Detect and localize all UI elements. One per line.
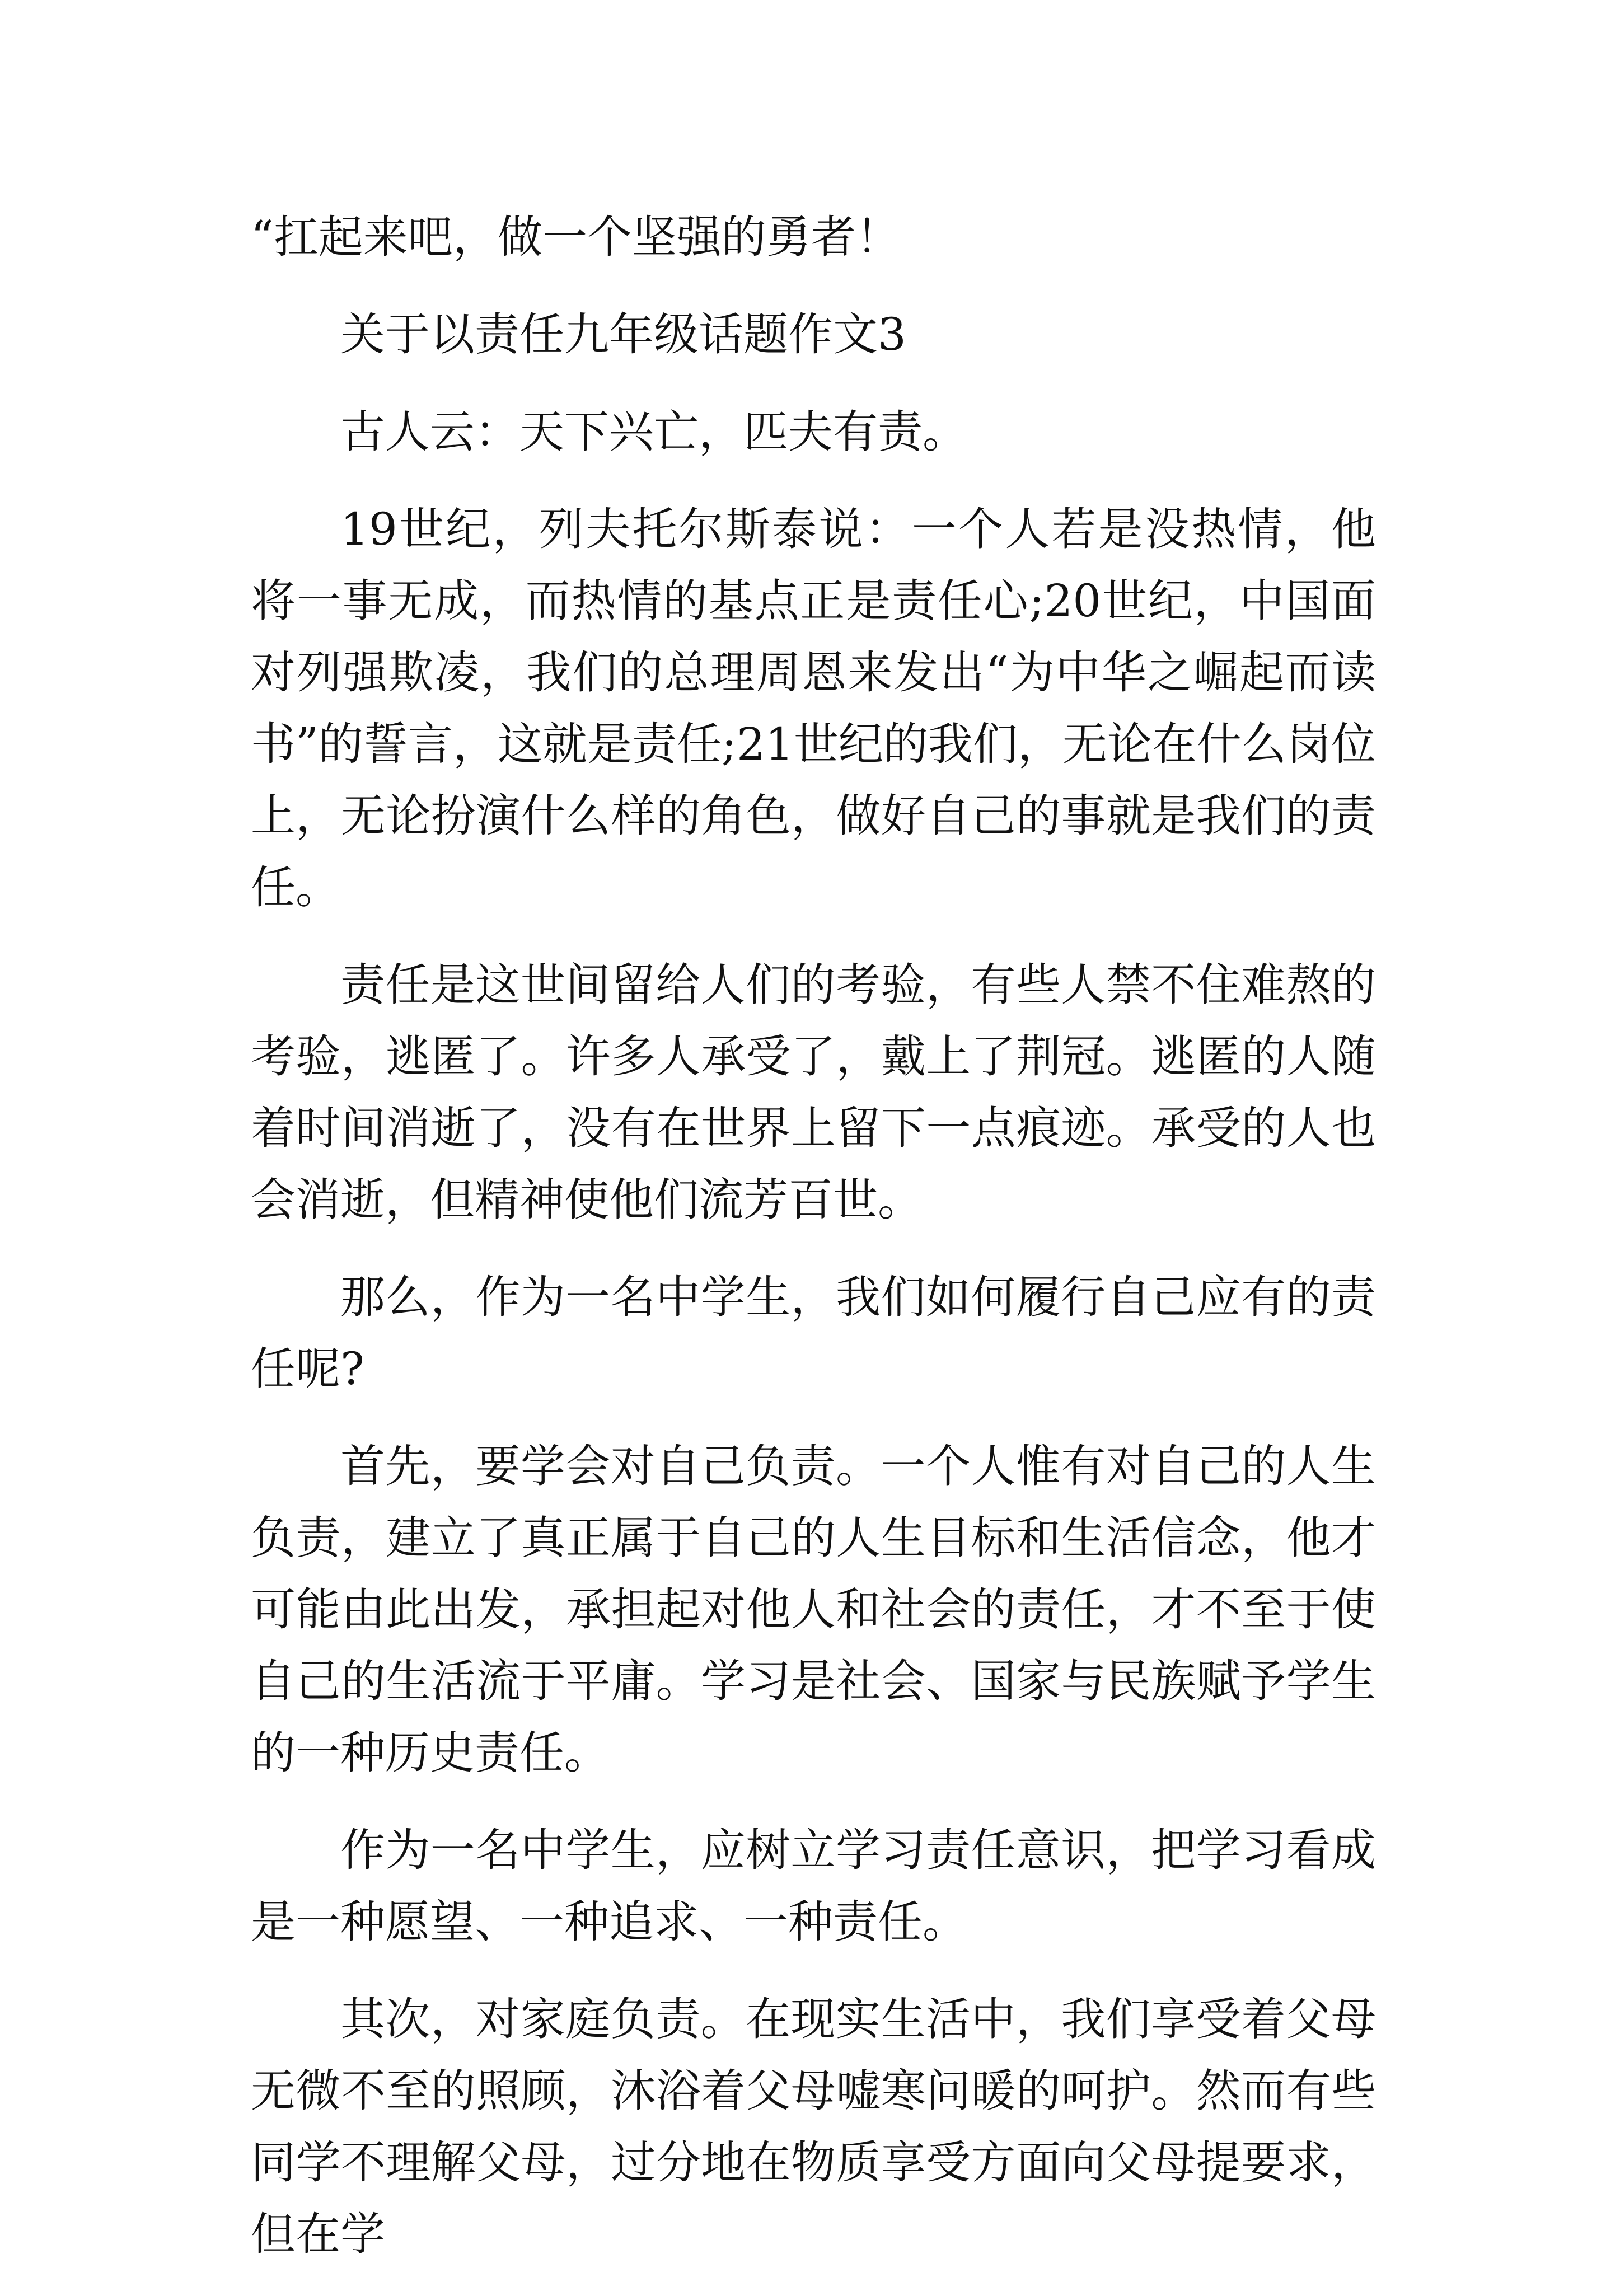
paragraph-1: “扛起来吧，做一个坚强的勇者！ <box>251 211 901 263</box>
paragraph-3: 古人云：天下兴亡，匹夫有责。 <box>340 406 967 458</box>
paragraph-4: 19世纪，列夫托尔斯泰说：一个人若是没热情，他将一事无成，而热情的基点正是责任心;20世纪，中国面对列强欺凌，我们的总理周恩来发出“为中华之崛起而读书”的誓言，这就是责任;21世纪的我们，无论在什么岗位上，无论扮演什么样的角色，做好自己的事就是我们的责任。 <box>251 503 1376 913</box>
paragraph-5: 责任是这世间留给人们的考验，有些人禁不住难熬的考验，逃匿了。许多人承受了，戴上了荆冠。逃匿的人随着时间消逝了，没有在世界上留下一点痕迹。承受的人也会消逝，但精神使他们流芳百世。 <box>251 959 1376 1226</box>
paragraph-9: 其次，对家庭负责。在现实生活中，我们享受着父母无微不至的照顾，沐浴着父母嘘寒问暖的呵护。然而有些同学不理解父母，过分地在物质享受方面向父母提要求，但在学 <box>251 1993 1376 2260</box>
paragraph-8: 作为一名中学生，应树立学习责任意识，把学习看成是一种愿望、一种追求、一种责任。 <box>251 1824 1376 1948</box>
paragraph-7: 首先，要学会对自己负责。一个人惟有对自己的人生负责，建立了真正属于自己的人生目标和生活信念，他才可能由此出发，承担起对他人和社会的责任，才不至于使自己的生活流于平庸。学习是社会、国家与民族赋予学生的一种历史责任。 <box>251 1440 1376 1779</box>
document-body <box>251 202 1376 2296</box>
paragraph-6: 那么，作为一名中学生，我们如何履行自己应有的责任呢? <box>251 1271 1376 1395</box>
paragraph-2-heading: 关于以责任九年级话题作文3 <box>340 308 906 360</box>
